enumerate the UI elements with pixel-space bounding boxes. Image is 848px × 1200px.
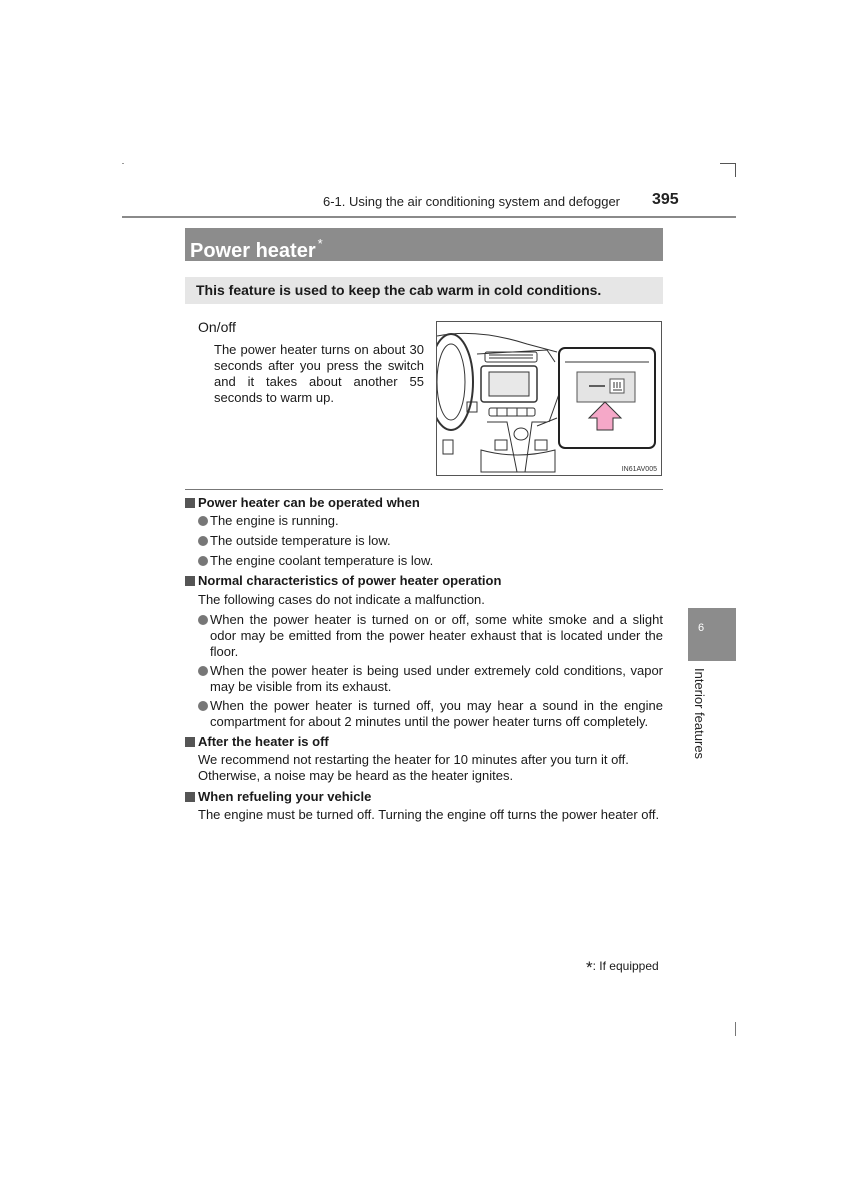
square-bullet-icon [185,498,195,508]
crop-mark [122,163,124,164]
page-title [190,231,323,264]
section-heading-after-off [185,734,329,750]
section-rule [185,489,663,490]
list-item [198,553,663,569]
section-heading-text: After the heater is off [198,734,329,749]
crop-mark [735,1022,736,1036]
crop-mark [720,163,736,164]
list-item-text: The engine is running. [210,513,339,528]
square-bullet-icon [185,576,195,586]
bullet-icon [198,666,208,676]
list-item [198,698,663,730]
footnote-asterisk: * [586,958,593,977]
running-header-title: 6-1. Using the air conditioning system and defogger [323,194,621,209]
crop-mark [735,163,736,177]
section-heading-text: Power heater can be operated when [198,495,420,510]
list-item-text: The engine coolant temperature is low. [210,553,434,568]
bullet-icon [198,615,208,625]
chapter-number: 6 [698,622,705,634]
list-item [198,533,663,549]
bullet-icon [198,701,208,711]
bullet-icon [198,516,208,526]
bullet-icon [198,536,208,546]
dashboard-drawing [437,322,661,475]
onoff-heading: On/off [198,319,236,335]
equipped-asterisk: * [317,236,323,251]
illustration-code: IN61AV005 [621,466,657,473]
section-paragraph: The following cases do not indicate a malfunction. [198,592,485,607]
square-bullet-icon [185,737,195,747]
list-item-text: When the power heater is turned off, you may hear a sound in the engine compartment for about 2 minutes until the power heater turns off completely. [210,698,663,729]
chapter-tab [688,608,736,661]
square-bullet-icon [185,792,195,802]
chapter-label: Interior features [692,668,707,760]
section-heading-refueling [185,789,371,805]
section-paragraph: The engine must be turned off. Turning the engine off turns the power heater off. [198,807,660,822]
dashboard-illustration [436,321,662,476]
bullet-icon [198,556,208,566]
section-heading-text: When refueling your vehicle [198,789,372,804]
section-heading-normal [185,573,501,589]
list-item-text: When the power heater is being used under extremely cold conditions, vapor may be visible from its exhaust. [210,663,663,694]
list-item-text: When the power heater is turned on or off, some white smoke and a slight odor may be emitted from the power heater exhaust that is located under the floor. [210,612,663,659]
footnote [586,958,659,978]
footnote-text: : If equipped [592,959,659,973]
list-item [198,663,663,695]
section-heading-text: Normal characteristics of power heater operation [198,573,502,588]
list-item [198,513,663,529]
list-item-text: The outside temperature is low. [210,533,391,548]
page-number: 395 [652,191,679,208]
page-title-text: Power heater [190,240,316,262]
intro-text: This feature is used to keep the cab warm in cold conditions. [196,282,602,298]
list-item [198,612,663,660]
section-heading-operated-when [185,495,420,511]
header-rule [122,216,736,218]
section-paragraph: We recommend not restarting the heater for 10 minutes after you turn it off. Otherwise, a noise may be heard as the heater ignites. [198,752,629,783]
onoff-body: The power heater turns on about 30 seconds after you press the switch and it takes about another 55 seconds to warm up. [214,342,424,405]
